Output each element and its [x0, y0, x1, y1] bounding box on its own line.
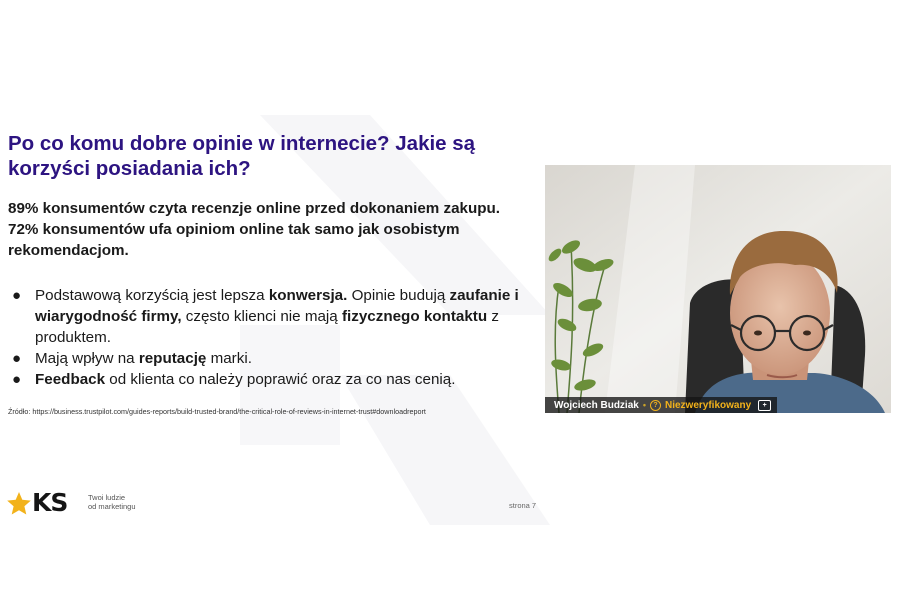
- text: marki.: [206, 350, 252, 367]
- tagline-line: Twoi ludzie: [88, 493, 126, 502]
- text: z produktem.: [35, 308, 499, 346]
- tagline-line: od marketingu: [88, 502, 136, 511]
- star-icon: [6, 491, 32, 516]
- logo-tagline: [88, 493, 136, 511]
- benefit-list-item: [8, 285, 540, 348]
- stat-line: 89% konsumentów czyta recenzje online przed dokonaniem zakupu.: [8, 200, 501, 217]
- benefit-list-item: [8, 348, 540, 369]
- bold-text: Feedback: [35, 371, 106, 388]
- bold-text: reputację: [138, 350, 207, 367]
- warning-icon: ?: [650, 400, 661, 411]
- text: Opinie budują: [347, 287, 450, 304]
- participant-video-tile[interactable]: [545, 165, 891, 413]
- text: Podstawową korzyścią jest lepsza: [35, 287, 269, 304]
- bold-text: zaufanie i wiarygodność firmy,: [35, 287, 519, 325]
- text: od klienta co należy poprawić oraz za co nas cenią.: [105, 371, 456, 388]
- bullet-dot-icon: ●: [12, 371, 22, 388]
- separator-dot-icon: •: [642, 400, 646, 410]
- logo-wordmark: KS: [32, 488, 68, 517]
- text: często klienci nie mają: [181, 308, 342, 325]
- slide-title: Po co komu dobre opinie w internecie? Jakie są korzyści posiadania ich?: [8, 132, 476, 180]
- presentation-slide: [0, 95, 550, 525]
- participant-name: Wojciech Budziak: [554, 399, 639, 411]
- webcam-feed: [545, 165, 891, 413]
- stat-line: 72% konsumentów ufa opiniom online tak samo jak osobistym rekomendacjom.: [8, 221, 460, 259]
- text: Mają wpływ na: [35, 350, 139, 367]
- ks-logo: [6, 490, 146, 518]
- benefits-list: [8, 285, 540, 390]
- bold-text: fizycznego kontaktu: [341, 308, 488, 325]
- bold-text: konwersja.: [268, 287, 348, 304]
- bullet-dot-icon: ●: [12, 287, 22, 304]
- benefit-list-item: [8, 369, 540, 390]
- bullet-dot-icon: ●: [12, 350, 22, 367]
- badge-icon[interactable]: +: [758, 400, 771, 411]
- statistics-block: [8, 198, 538, 261]
- page-number: strona 7: [509, 501, 537, 510]
- participant-name-bar: [545, 397, 777, 413]
- verification-status: Niezweryfikowany: [665, 399, 752, 411]
- source-citation: Źródło: https://business.trustpilot.com/guides-reports/build-trusted-brand/the-critical-role-of-reviews-in-internet-trust#downloadreport: [8, 407, 426, 416]
